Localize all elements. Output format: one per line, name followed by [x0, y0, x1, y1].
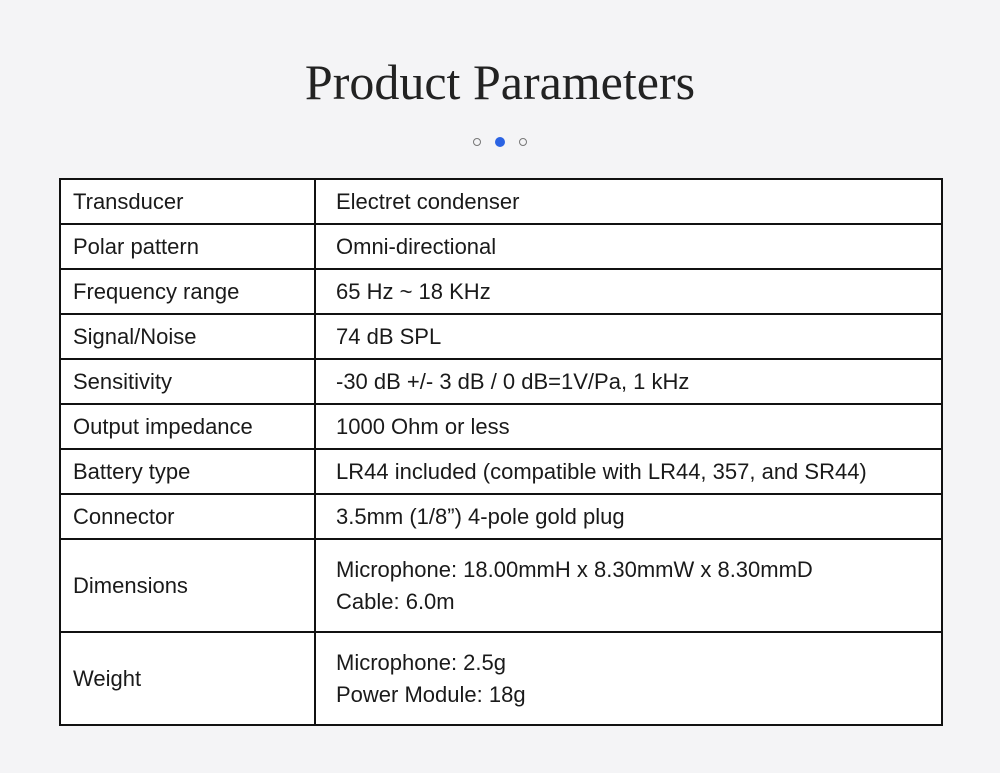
- param-label: Connector: [60, 494, 315, 539]
- param-value: [315, 404, 942, 449]
- param-label: Battery type: [60, 449, 315, 494]
- param-value: [315, 494, 942, 539]
- table-row: [60, 449, 942, 494]
- param-label: Polar pattern: [60, 224, 315, 269]
- param-value-line: -30 dB +/- 3 dB / 0 dB=1V/Pa, 1 kHz: [336, 368, 690, 394]
- param-label: Weight: [60, 632, 315, 725]
- param-value-line: Microphone: 2.5g: [336, 649, 506, 675]
- carousel-dot-1[interactable]: [473, 138, 481, 146]
- table-row: [60, 632, 942, 725]
- param-value-line: 65 Hz ~ 18 KHz: [336, 278, 491, 304]
- param-label: Sensitivity: [60, 359, 315, 404]
- param-value-line: Power Module: 18g: [336, 681, 526, 707]
- page-title: Product Parameters: [304, 54, 696, 110]
- param-value: [315, 359, 942, 404]
- carousel-dot-2-active[interactable]: [495, 137, 505, 147]
- param-value-line: Microphone: 18.00mmH x 8.30mmW x 8.30mmD: [336, 556, 813, 582]
- param-value: [315, 269, 942, 314]
- param-value-line: 3.5mm (1/8”) 4-pole gold plug: [336, 503, 625, 529]
- param-value-line: Cable: 6.0m: [336, 588, 455, 614]
- table-row: [60, 224, 942, 269]
- table-row: [60, 179, 942, 224]
- param-value-line: LR44 included (compatible with LR44, 357, and SR44): [336, 458, 867, 484]
- param-value-line: Electret condenser: [336, 188, 520, 214]
- table-row: [60, 404, 942, 449]
- param-value-line: 74 dB SPL: [336, 323, 442, 349]
- param-value: [315, 179, 942, 224]
- table-row: [60, 539, 942, 632]
- carousel-indicator: [0, 135, 1000, 149]
- param-label: Transducer: [60, 179, 315, 224]
- param-value: [315, 632, 942, 725]
- param-value: [315, 449, 942, 494]
- table-row: [60, 359, 942, 404]
- param-value-line: 1000 Ohm or less: [336, 413, 510, 439]
- param-value: [315, 224, 942, 269]
- param-value-line: Omni-directional: [336, 233, 497, 259]
- carousel-dot-3[interactable]: [519, 138, 527, 146]
- parameters-table: [59, 178, 943, 726]
- param-label: Frequency range: [60, 269, 315, 314]
- table-row: [60, 494, 942, 539]
- param-label: Output impedance: [60, 404, 315, 449]
- table-row: [60, 269, 942, 314]
- param-value: [315, 314, 942, 359]
- param-value: [315, 539, 942, 632]
- param-label: Dimensions: [60, 539, 315, 632]
- param-label: Signal/Noise: [60, 314, 315, 359]
- table-row: [60, 314, 942, 359]
